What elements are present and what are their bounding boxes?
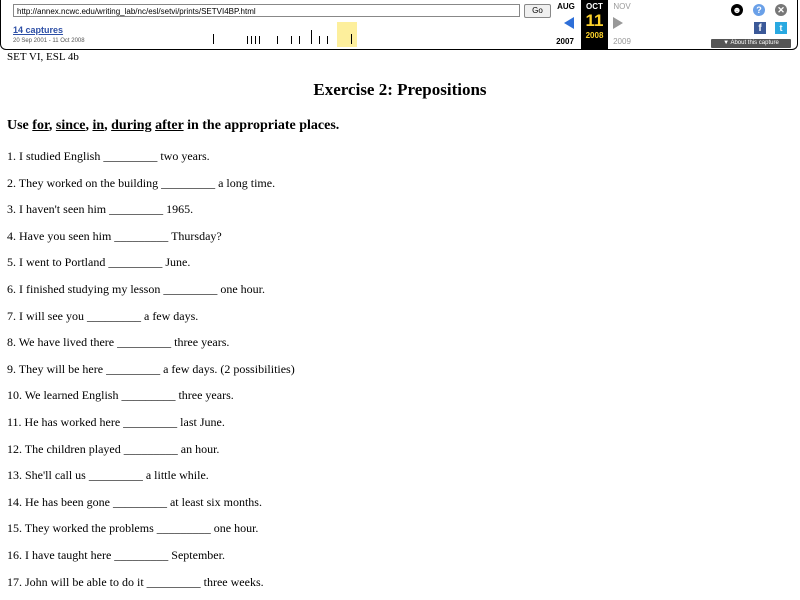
instructions: Use for, since, in, during after in the appropriate places. [7,118,340,133]
word-after: after [155,118,184,133]
sparkline-tick [259,36,260,44]
exercise-item: 8. We have lived there _________ three years. [7,335,230,350]
sparkline-tick [291,36,292,44]
word-during: during [111,118,152,133]
page-title: Exercise 2: Prepositions [313,80,487,99]
current-capture-date [581,0,608,49]
current-year: 2008 [585,31,604,40]
prev-capture-arrow-icon[interactable] [564,17,574,29]
sparkline-tick [299,36,300,44]
current-day: 11 [585,11,604,30]
exercise-item: 2. They worked on the building _________ a long time. [7,175,276,190]
url-input[interactable]: http://annex.ncwc.edu/writing_lab/nc/esl/setvi/prints/SETVI4BP.html [13,4,520,17]
exercise-item: 16. I have taught here _________ September. [7,548,225,562]
sparkline-tick [255,36,256,44]
exercise-item: 3. I haven't seen him _________ 1965. [7,202,194,217]
sparkline-tick [213,34,214,44]
set-label: SET VI, ESL 4b [7,51,79,63]
exercise-item: 15. They worked the problems _________ one hour. [7,521,259,536]
next-capture-arrow-icon[interactable] [613,17,623,29]
exercise-item: 9. They will be here _________ a few days. (2 possibilities) [7,361,295,376]
exercise-item: 7. I will see you _________ a few days. [7,308,199,323]
exercise-item: 17. John will be able to do it _________ three weeks. [7,574,264,589]
exercise-item: 12. The children played _________ an hour. [7,441,220,456]
captures-link[interactable]: 14 captures [13,25,64,35]
sparkline-tick [247,36,248,44]
close-icon[interactable]: ✕ [775,4,787,16]
prev-year-link[interactable]: 2007 [556,37,574,46]
instructions-suffix: in the appropriate places. [183,118,340,133]
word-in: in [92,118,105,133]
exercise-item: 5. I went to Portland _________ June. [7,255,191,270]
sparkline-tick [251,36,252,44]
exercise-item: 11. He has worked here _________ last June. [7,415,225,429]
twitter-icon[interactable]: t [775,22,787,34]
prev-month-link[interactable]: AUG [557,2,575,11]
user-icon[interactable]: ☻ [732,5,742,15]
wayback-toolbar [0,0,798,50]
sparkline-tick [327,36,328,44]
exercise-item: 13. She'll call us _________ a little while. [7,468,209,483]
sparkline-tick [311,30,312,44]
next-year-link[interactable]: 2009 [613,37,631,46]
facebook-icon[interactable]: f [754,22,766,34]
word-since: since [55,118,86,133]
sparkline-current-highlight [337,22,357,47]
exercise-item: 1. I studied English _________ two years. [7,149,210,163]
exercise-item: 14. He has been gone _________ at least six months. [7,494,262,509]
exercise-item: 10. We learned English _________ three years. [7,388,234,403]
exercise-item: 4. Have you seen him _________ Thursday? [7,228,222,243]
sparkline-tick [319,36,320,44]
sparkline-tick [351,34,352,44]
word-for: for [32,118,49,133]
capture-sparkline[interactable] [101,22,551,47]
go-button[interactable]: Go [524,4,551,18]
exercise-item: 6. I finished studying my lesson _________ one hour. [7,282,265,296]
help-icon[interactable]: ? [753,4,765,16]
instructions-prefix: Use [7,118,33,133]
current-month: OCT [586,2,603,11]
about-capture-button[interactable]: ▼ About this capture [711,39,791,48]
next-month-link[interactable]: NOV [613,2,631,11]
capture-date-range: 20 Sep 2001 - 11 Oct 2008 [13,38,85,44]
sparkline-tick [277,36,278,44]
